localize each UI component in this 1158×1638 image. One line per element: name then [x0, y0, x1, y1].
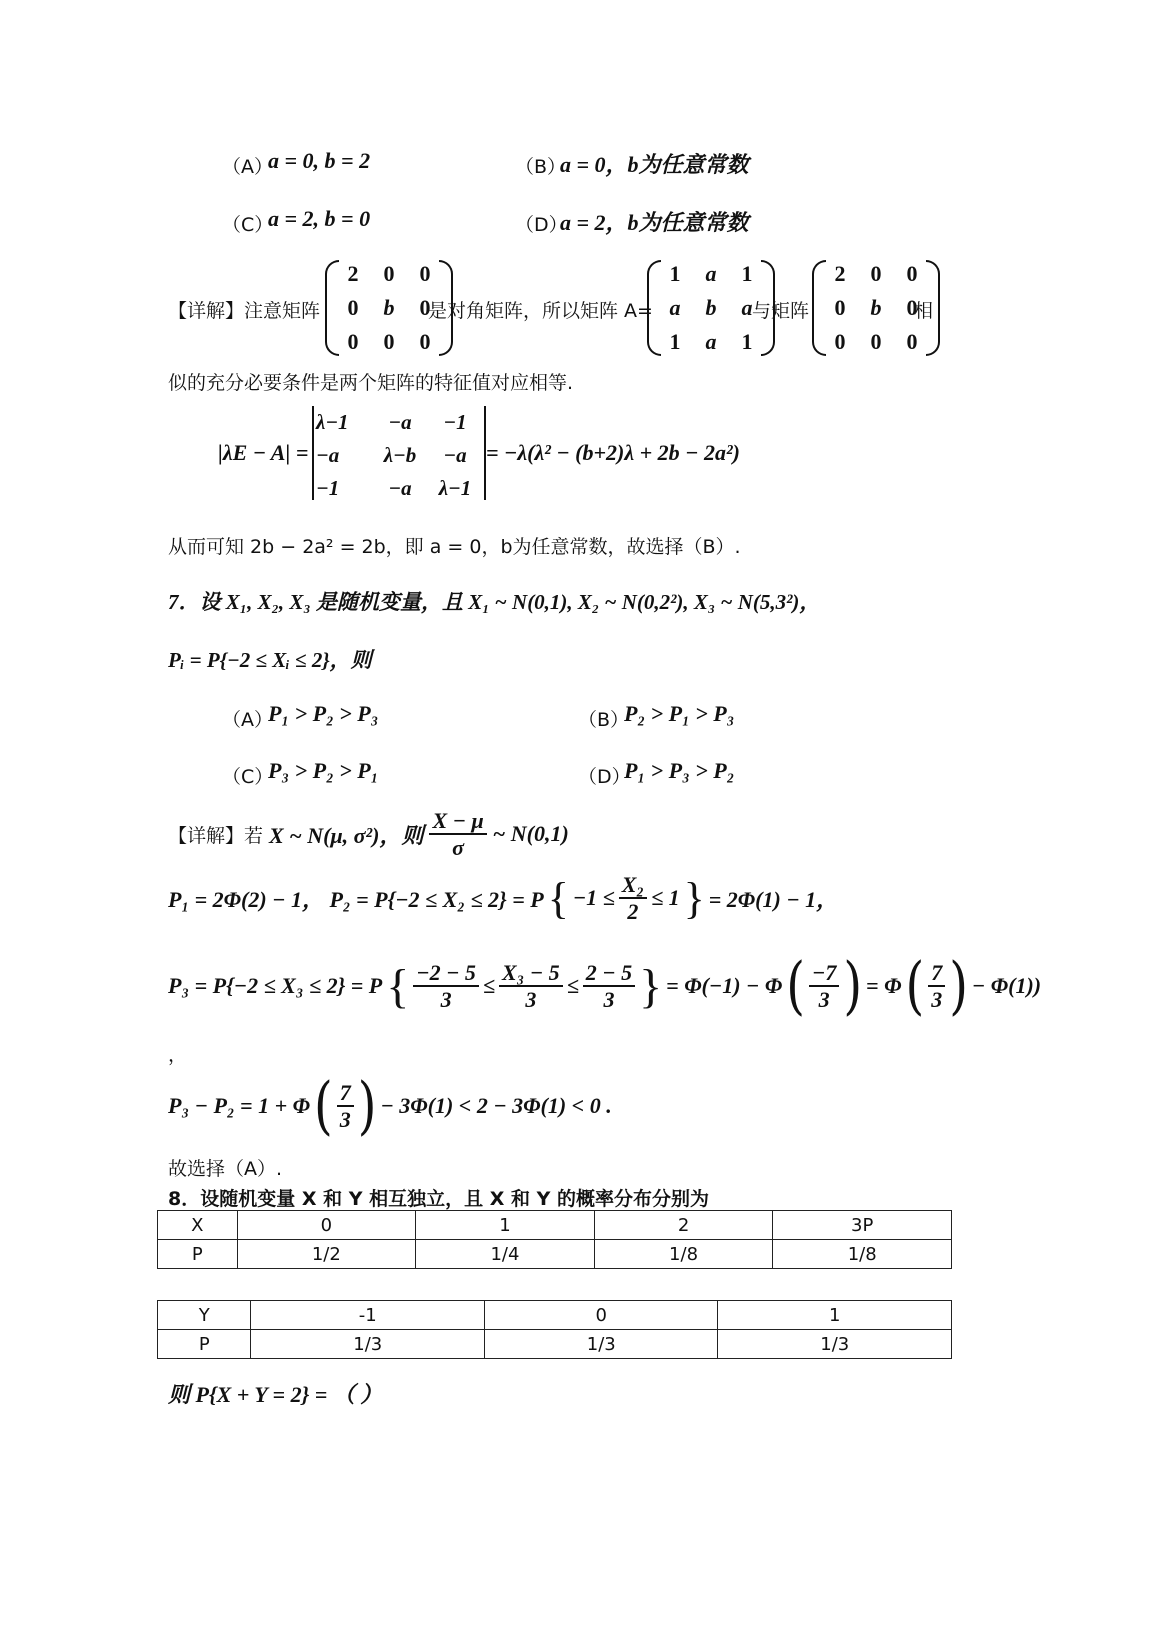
- frac-num: −2 − 5: [413, 960, 479, 987]
- table-y: [157, 1300, 952, 1359]
- frac-den: 3: [440, 987, 452, 1012]
- table-cell: 1: [718, 1301, 952, 1330]
- paren-open: (: [786, 949, 805, 1023]
- table-cell: 1: [416, 1211, 595, 1240]
- matrix-cell: 0: [383, 261, 395, 286]
- frac-den: 3: [603, 987, 615, 1012]
- diff-suffix: − 3Φ(1) < 2 − 3Φ(1) < 0 .: [380, 1093, 612, 1118]
- matrix-cell: 0: [906, 261, 918, 286]
- frac-num: X − μ: [429, 808, 486, 835]
- option-c-label: （C）: [222, 214, 274, 236]
- q7-option-d-expr: P₁ > P₃ > P₂: [624, 758, 735, 783]
- paren-close: ): [843, 949, 863, 1023]
- table-cell: 1/8: [594, 1240, 773, 1269]
- solution-line2: 似的充分必要条件是两个矩阵的特征值对应相等.: [168, 372, 574, 394]
- matrix-cell: 2: [834, 261, 846, 286]
- det-cell: −a: [388, 410, 412, 434]
- table-cell: 0: [484, 1301, 718, 1330]
- matrix-cell: 0: [906, 295, 918, 320]
- option-d-label: （D）: [515, 214, 568, 236]
- table-x: [157, 1210, 952, 1269]
- q7-option-b-expr: P₂ > P₁ > P₃: [624, 701, 735, 726]
- solution-conclusion: 从而可知 2b − 2a² = 2b，即 a = 0，b为任意常数，故选择（B）.: [168, 536, 741, 558]
- p3-end: − Φ(1)): [971, 973, 1042, 998]
- q7-option-b-label: （B）: [578, 709, 630, 731]
- det-lhs: |λE − A| =: [218, 440, 309, 465]
- q7-option-a-expr: P₁ > P₂ > P₃: [268, 701, 379, 726]
- q7-answer: 故选择（A）.: [168, 1158, 283, 1180]
- table-cell: 1/4: [416, 1240, 595, 1269]
- p3-line: [168, 949, 1042, 1023]
- frac-num: 7: [928, 960, 945, 987]
- solution-mid2: 与矩阵: [752, 300, 810, 322]
- paren-close: ): [357, 1069, 377, 1143]
- p1-brace-right: ≤ 1: [651, 885, 680, 911]
- option-d-expr: a = 2，b为任意常数: [560, 210, 749, 235]
- leq-1: ≤: [482, 973, 495, 998]
- table-cell: 2: [594, 1211, 773, 1240]
- table-cell: 0: [237, 1211, 416, 1240]
- matrix-cell: a: [705, 329, 717, 354]
- table-cell: 1/8: [773, 1240, 952, 1269]
- solution-prefix: 【详解】注意矩阵: [168, 300, 321, 322]
- matrix-cell: a: [705, 261, 717, 286]
- q7-sol-prefix: 【详解】若: [168, 824, 264, 847]
- matrix-cell: a: [741, 295, 753, 320]
- matrix-cell: 0: [834, 295, 846, 320]
- diff-line: [168, 1069, 612, 1143]
- matrix-cell: b: [383, 295, 395, 320]
- det-cell: λ−b: [383, 443, 417, 467]
- table-cell: 3P: [773, 1211, 952, 1240]
- table-y-header-row: [158, 1301, 952, 1330]
- frac-den: 3: [818, 987, 830, 1012]
- table-y-prob-row: [158, 1330, 952, 1359]
- brace-close: }: [639, 959, 663, 1013]
- frac-num: 2 − 5: [583, 960, 635, 987]
- p3-frac-2: [499, 960, 563, 1013]
- det-cell: λ−1: [438, 476, 472, 500]
- table-cell: -1: [251, 1301, 485, 1330]
- p3-frac-4: [809, 960, 839, 1013]
- brace-open: {: [547, 873, 569, 923]
- frac-den: 3: [931, 987, 943, 1012]
- frac-num: X₃ − 5: [499, 960, 563, 987]
- det-cell: −a: [316, 443, 340, 467]
- table-cell: P: [158, 1240, 238, 1269]
- solution-mid1: 是对角矩阵，所以矩阵 A=: [428, 300, 653, 322]
- matrix-cell: 0: [419, 329, 431, 354]
- frac-num: −7: [809, 960, 839, 987]
- q7-option-c-label: （C）: [222, 766, 274, 788]
- matrix-cell: 0: [347, 329, 359, 354]
- matrix-cell: 1: [741, 261, 753, 286]
- q7-sol-expr2: ~ N(0,1): [492, 821, 569, 847]
- frac-den: 2: [627, 899, 639, 925]
- leq-2: ≤: [566, 973, 579, 998]
- table-cell: 1/2: [237, 1240, 416, 1269]
- determinant: [312, 406, 486, 500]
- frac-den: 3: [525, 987, 537, 1012]
- p1-brace-left: −1 ≤: [572, 885, 615, 911]
- q7-stem1: 7．设 X₁, X₂, X₃ 是随机变量，且 X₁ ~ N(0,1), X₂ ~ N(0,2²), X₃ ~ N(5,3²)，: [168, 590, 821, 614]
- diff-prefix: P₃ − P₂ = 1 + Φ: [168, 1093, 310, 1118]
- table-cell: 1/3: [251, 1330, 485, 1359]
- det-cell: −1: [443, 410, 467, 434]
- matrix-cell: 0: [419, 261, 431, 286]
- q7-option-d-label: （D）: [578, 766, 631, 788]
- p3-lead: P₃ = P{−2 ≤ X₃ ≤ 2} = P: [168, 973, 383, 998]
- q7-option-c-expr: P₃ > P₂ > P₁: [268, 758, 379, 783]
- table-cell: 1/3: [718, 1330, 952, 1359]
- matrix-cell: 1: [669, 329, 681, 354]
- p3-frac-5: [928, 960, 945, 1013]
- matrix-cell: 0: [870, 261, 882, 286]
- q7-solution-intro: [168, 808, 569, 861]
- standardize-fraction: [429, 808, 486, 861]
- table-x-prob-row: [158, 1240, 952, 1269]
- table-x-header-row: [158, 1211, 952, 1240]
- matrix-cell: 1: [741, 329, 753, 354]
- stray-comma: ，: [168, 1044, 188, 1066]
- q7-option-a-label: （A）: [222, 709, 273, 731]
- det-cell: −1: [316, 476, 340, 500]
- frac-den: σ: [452, 835, 465, 861]
- matrix-cell: b: [705, 295, 717, 320]
- p3-eq: = Φ: [866, 973, 902, 998]
- paren-close-2: ): [949, 949, 968, 1023]
- det-cell: −a: [388, 476, 412, 500]
- paren-open: (: [313, 1069, 333, 1143]
- matrix-cell: 0: [834, 329, 846, 354]
- p3-mid: = Φ(−1) − Φ: [666, 973, 783, 998]
- brace-open: {: [386, 959, 410, 1013]
- p1-tail: = 2Φ(1) − 1，: [708, 886, 839, 912]
- option-b-label: （B）: [515, 156, 567, 178]
- paren-open-2: (: [905, 949, 925, 1023]
- matrix-cell: 0: [419, 295, 431, 320]
- frac-den: 3: [339, 1107, 351, 1132]
- q8-stem: 8．设随机变量 X 和 Y 相互独立，且 X 和 Y 的概率分布分别为: [168, 1188, 709, 1210]
- table-cell: 1/3: [484, 1330, 718, 1359]
- diff-frac: [337, 1080, 354, 1133]
- p3-frac-3: [583, 960, 635, 1013]
- brace-close: }: [683, 873, 705, 923]
- table-cell: X: [158, 1211, 238, 1240]
- q8-question: 则 P{X + Y = 2} = （ ）: [168, 1382, 383, 1407]
- option-c-expr: a = 2, b = 0: [268, 206, 371, 231]
- table-cell: P: [158, 1330, 251, 1359]
- option-a-expr: a = 0, b = 2: [268, 148, 371, 173]
- q7-stem2: Pᵢ = P{−2 ≤ Xᵢ ≤ 2}，则: [168, 648, 372, 672]
- option-b-expr: a = 0，b为任意常数: [560, 152, 749, 177]
- solution-suffix: 相: [914, 300, 934, 322]
- option-a-label: （A）: [222, 156, 273, 178]
- matrix-cell: b: [870, 295, 882, 320]
- det-cell: −a: [443, 443, 467, 467]
- det-cell: λ−1: [316, 410, 349, 434]
- q7-sol-expr1: X ~ N(μ, σ²)，则: [269, 822, 424, 848]
- matrix-cell: 1: [669, 261, 681, 286]
- frac-num-val: 7: [825, 959, 837, 985]
- matrix-cell: 0: [347, 295, 359, 320]
- matrix-cell: a: [669, 295, 681, 320]
- p3-frac-1: [413, 960, 479, 1013]
- frac-num: 7: [337, 1080, 354, 1107]
- p1-line: P₁ = 2Φ(2) − 1， P₂ = P{−2 ≤ X₂ ≤ 2} = P: [168, 886, 544, 912]
- table-cell: Y: [158, 1301, 251, 1330]
- frac-num: X₂: [619, 872, 647, 899]
- p1-p2-line: [168, 872, 838, 925]
- matrix-cell: 0: [383, 329, 395, 354]
- p1-fraction: [619, 872, 647, 925]
- det-rhs: = −λ(λ² − (b+2)λ + 2b − 2a²): [486, 440, 740, 465]
- matrix-cell: 0: [906, 329, 918, 354]
- matrix-cell: 0: [870, 329, 882, 354]
- matrix-cell: 2: [347, 261, 359, 286]
